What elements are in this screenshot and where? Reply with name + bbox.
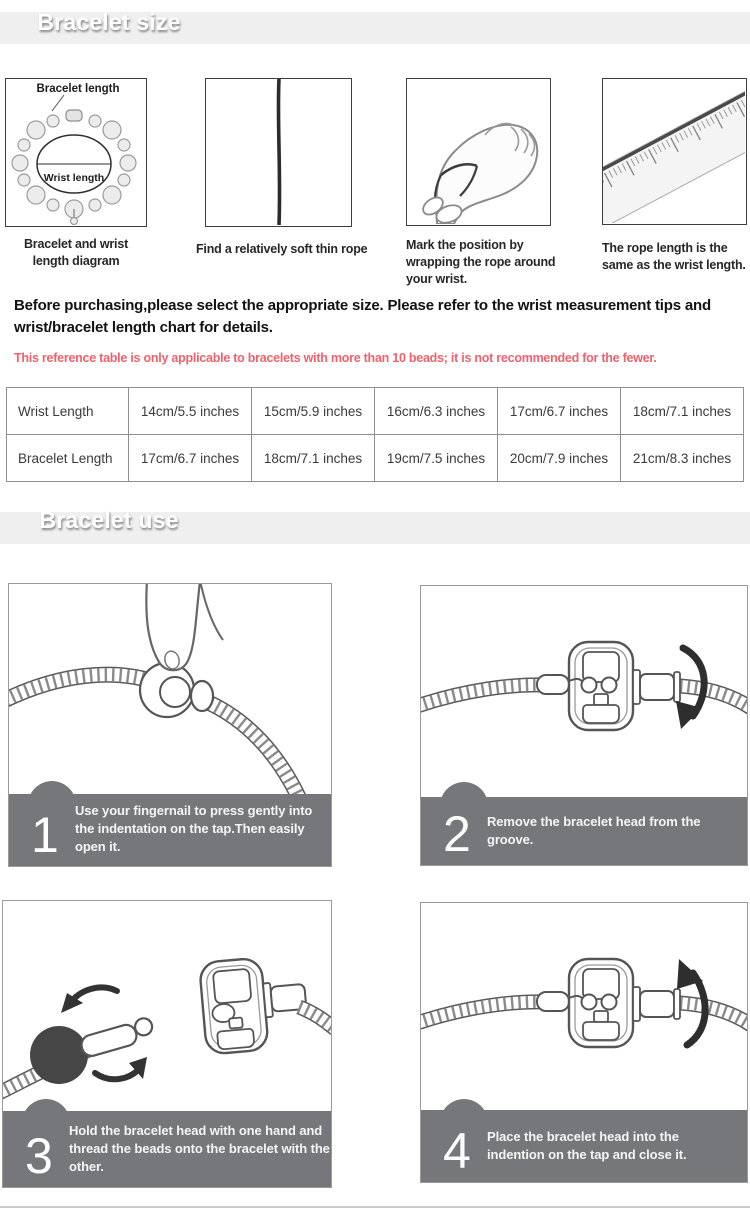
step-panel-4 [420,902,748,1183]
section-banner-bracelet-size [0,0,240,48]
table-row-wrist [7,388,744,435]
step-caption: Use your fingernail to press gently into the indentation on the tap.Then easily open it. [75,803,313,854]
table-cell: 15cm/5.9 inches [252,388,375,435]
table-cell: 17cm/6.7 inches [129,435,252,482]
section-title: Bracelet size [37,9,181,35]
row-header: Wrist Length [7,388,129,435]
size-chart-table [6,387,744,482]
wrist-wrap-illustration [407,79,549,224]
table-cell: 19cm/7.5 inches [375,435,498,482]
measure-caption-2: Find a relatively soft thin rope [196,242,368,256]
row-header: Bracelet Length [7,435,129,482]
rotate-arrow-icon [95,1067,141,1079]
measure-caption-3: Mark the position by wrapping the rope around your wrist. [406,238,556,286]
bracelet-diagram-illustration [6,79,145,225]
bead-shape [30,1026,88,1084]
step1-illustration [9,584,331,796]
intro-text: Before purchasing,please select the appropriate size. Please refer to the wrist measurement tips and wrist/bracelet length chart for details. [14,297,711,336]
step-number: 4 [443,1123,471,1179]
section-banner-bracelet-use [0,498,240,546]
measure-item-rope-box [205,78,352,227]
step-caption: Remove the bracelet head from the groove. [487,814,701,847]
measure-caption-4: The rope length is the same as the wrist length. [602,241,746,272]
measure-item-ruler-box [602,78,747,225]
step-caption: Place the bracelet head into the indention on the tap and close it. [487,1129,687,1162]
bracelet-length-label: Bracelet length [36,83,120,95]
note-red-text: This reference table is only applicable to bracelets with more than 10 beads; it is not recommended for the fewer. [14,351,657,365]
step-panel-3 [2,900,332,1188]
table-row-bracelet [7,435,744,482]
table-cell: 20cm/7.9 inches [498,435,621,482]
step-panel-2 [420,585,748,866]
table-cell: 14cm/5.5 inches [129,388,252,435]
table-cell: 21cm/8.3 inches [621,435,744,482]
step3-illustration [3,901,331,1113]
step-number: 1 [31,807,59,863]
step2-illustration [421,586,747,797]
table-cell: 17cm/6.7 inches [498,388,621,435]
section-title: Bracelet use [39,507,179,533]
measure-caption-1: Bracelet and wrist length diagram [23,237,129,268]
step-caption: Hold the bracelet head with one hand and thread the beads onto the bracelet with the other. [69,1123,330,1174]
measure-item-wrap-box [406,78,551,226]
measure-item-diagram-box [5,78,147,227]
rope-illustration [206,79,350,225]
bottom-divider-line [0,1206,750,1208]
step-number: 3 [25,1128,53,1184]
ruler-illustration [603,79,745,223]
step-number: 2 [443,806,471,862]
table-cell: 18cm/7.1 inches [252,435,375,482]
table-cell: 18cm/7.1 inches [621,388,744,435]
step-panel-1 [8,583,332,867]
table-cell: 16cm/6.3 inches [375,388,498,435]
wrist-length-label: Wrist length [43,172,105,184]
step4-illustration [421,903,747,1114]
